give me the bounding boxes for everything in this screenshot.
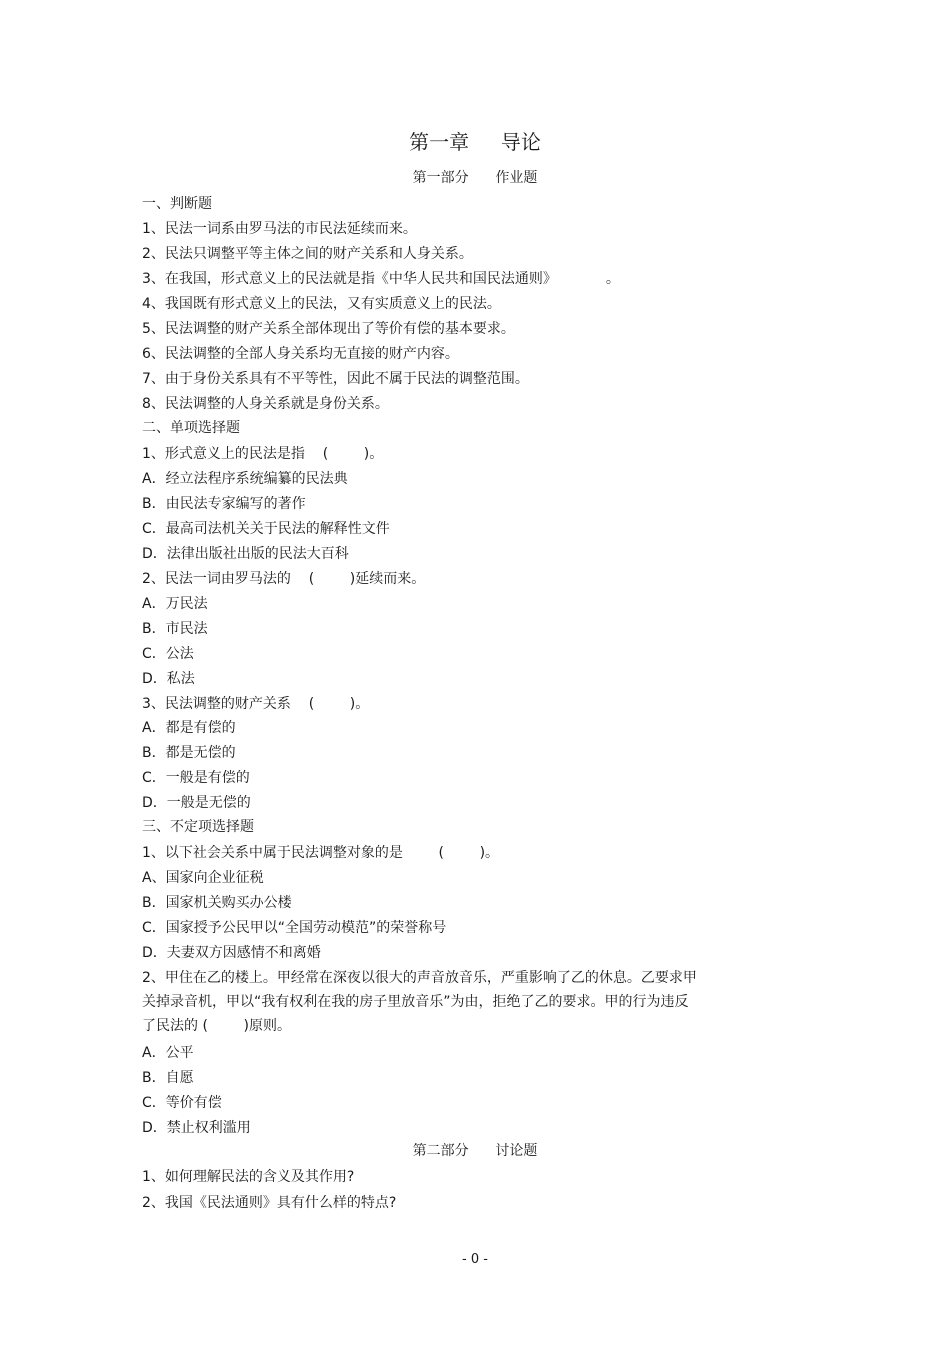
judgment-item: 7、由于身份关系具有不平等性，因此不属于民法的调整范围。: [142, 371, 529, 387]
option-item: B．由民法专家编写的著作: [142, 496, 306, 512]
part2-heading: 第二部分 讨论题: [412, 1143, 538, 1159]
judgment-item: 2、民法只调整平等主体之间的财产关系和人身关系。: [142, 246, 473, 262]
section-heading-single-choice: 二、单项选择题: [142, 420, 240, 436]
question-text: 了民法的 ( )原则。: [142, 1018, 291, 1034]
question-text: 2、民法一词由罗马法的 ( )延续而来。: [142, 571, 426, 587]
option-item: C．等价有偿: [142, 1095, 222, 1111]
part1-heading: 第一部分 作业题: [412, 170, 538, 186]
question-text: 1、形式意义上的民法是指 ( )。: [142, 446, 384, 462]
section-heading-judgment: 一、判断题: [142, 196, 212, 212]
option-item: C．最高司法机关关于民法的解释性文件: [142, 521, 390, 537]
option-item: C．公法: [142, 646, 194, 662]
option-item: D．一般是无偿的: [142, 795, 251, 811]
discussion-item: 1、如何理解民法的含义及其作用?: [142, 1169, 355, 1185]
judgment-item: 5、民法调整的财产关系全部体现出了等价有偿的基本要求。: [142, 321, 515, 337]
option-item: A．万民法: [142, 596, 208, 612]
option-item: C．国家授予公民甲以“全国劳动模范”的荣誉称号: [142, 920, 447, 936]
chapter-title: 第一章 导论: [409, 130, 541, 154]
question-text: 1、以下社会关系中属于民法调整对象的是 ( )。: [142, 845, 500, 861]
option-item: D．法律出版社出版的民法大百科: [142, 546, 349, 562]
page-number: - 0 -: [462, 1252, 488, 1267]
question-text: 关掉录音机，甲以“我有权利在我的房子里放音乐”为由，拒绝了乙的要求。甲的行为违反: [142, 994, 689, 1010]
section-heading-multi-choice: 三、不定项选择题: [142, 819, 254, 835]
question-text: 3、民法调整的财产关系 ( )。: [142, 696, 370, 712]
judgment-item: 8、民法调整的人身关系就是身份关系。: [142, 396, 389, 412]
option-item: D．夫妻双方因感情不和离婚: [142, 945, 321, 961]
judgment-item: 1、民法一词系由罗马法的市民法延续而来。: [142, 221, 417, 237]
judgment-item: 3、在我国，形式意义上的民法就是指《中华人民共和国民法通则》 。: [142, 271, 620, 287]
option-item: A．都是有偿的: [142, 720, 236, 736]
option-item: D．私法: [142, 671, 195, 687]
option-item: B．国家机关购买办公楼: [142, 895, 292, 911]
option-item: D．禁止权利滥用: [142, 1120, 251, 1136]
option-item: C．一般是有偿的: [142, 770, 250, 786]
judgment-item: 6、民法调整的全部人身关系均无直接的财产内容。: [142, 346, 459, 362]
option-item: B．都是无偿的: [142, 745, 236, 761]
judgment-item: 4、我国既有形式意义上的民法，又有实质意义上的民法。: [142, 296, 501, 312]
option-item: A．公平: [142, 1045, 194, 1061]
option-item: A．经立法程序系统编纂的民法典: [142, 471, 348, 487]
option-item: A、国家向企业征税: [142, 870, 264, 886]
discussion-item: 2、我国《民法通则》具有什么样的特点?: [142, 1195, 397, 1211]
option-item: B．自愿: [142, 1070, 194, 1086]
question-text: 2、甲住在乙的楼上。甲经常在深夜以很大的声音放音乐，严重影响了乙的休息。乙要求甲: [142, 970, 697, 986]
option-item: B．市民法: [142, 621, 208, 637]
